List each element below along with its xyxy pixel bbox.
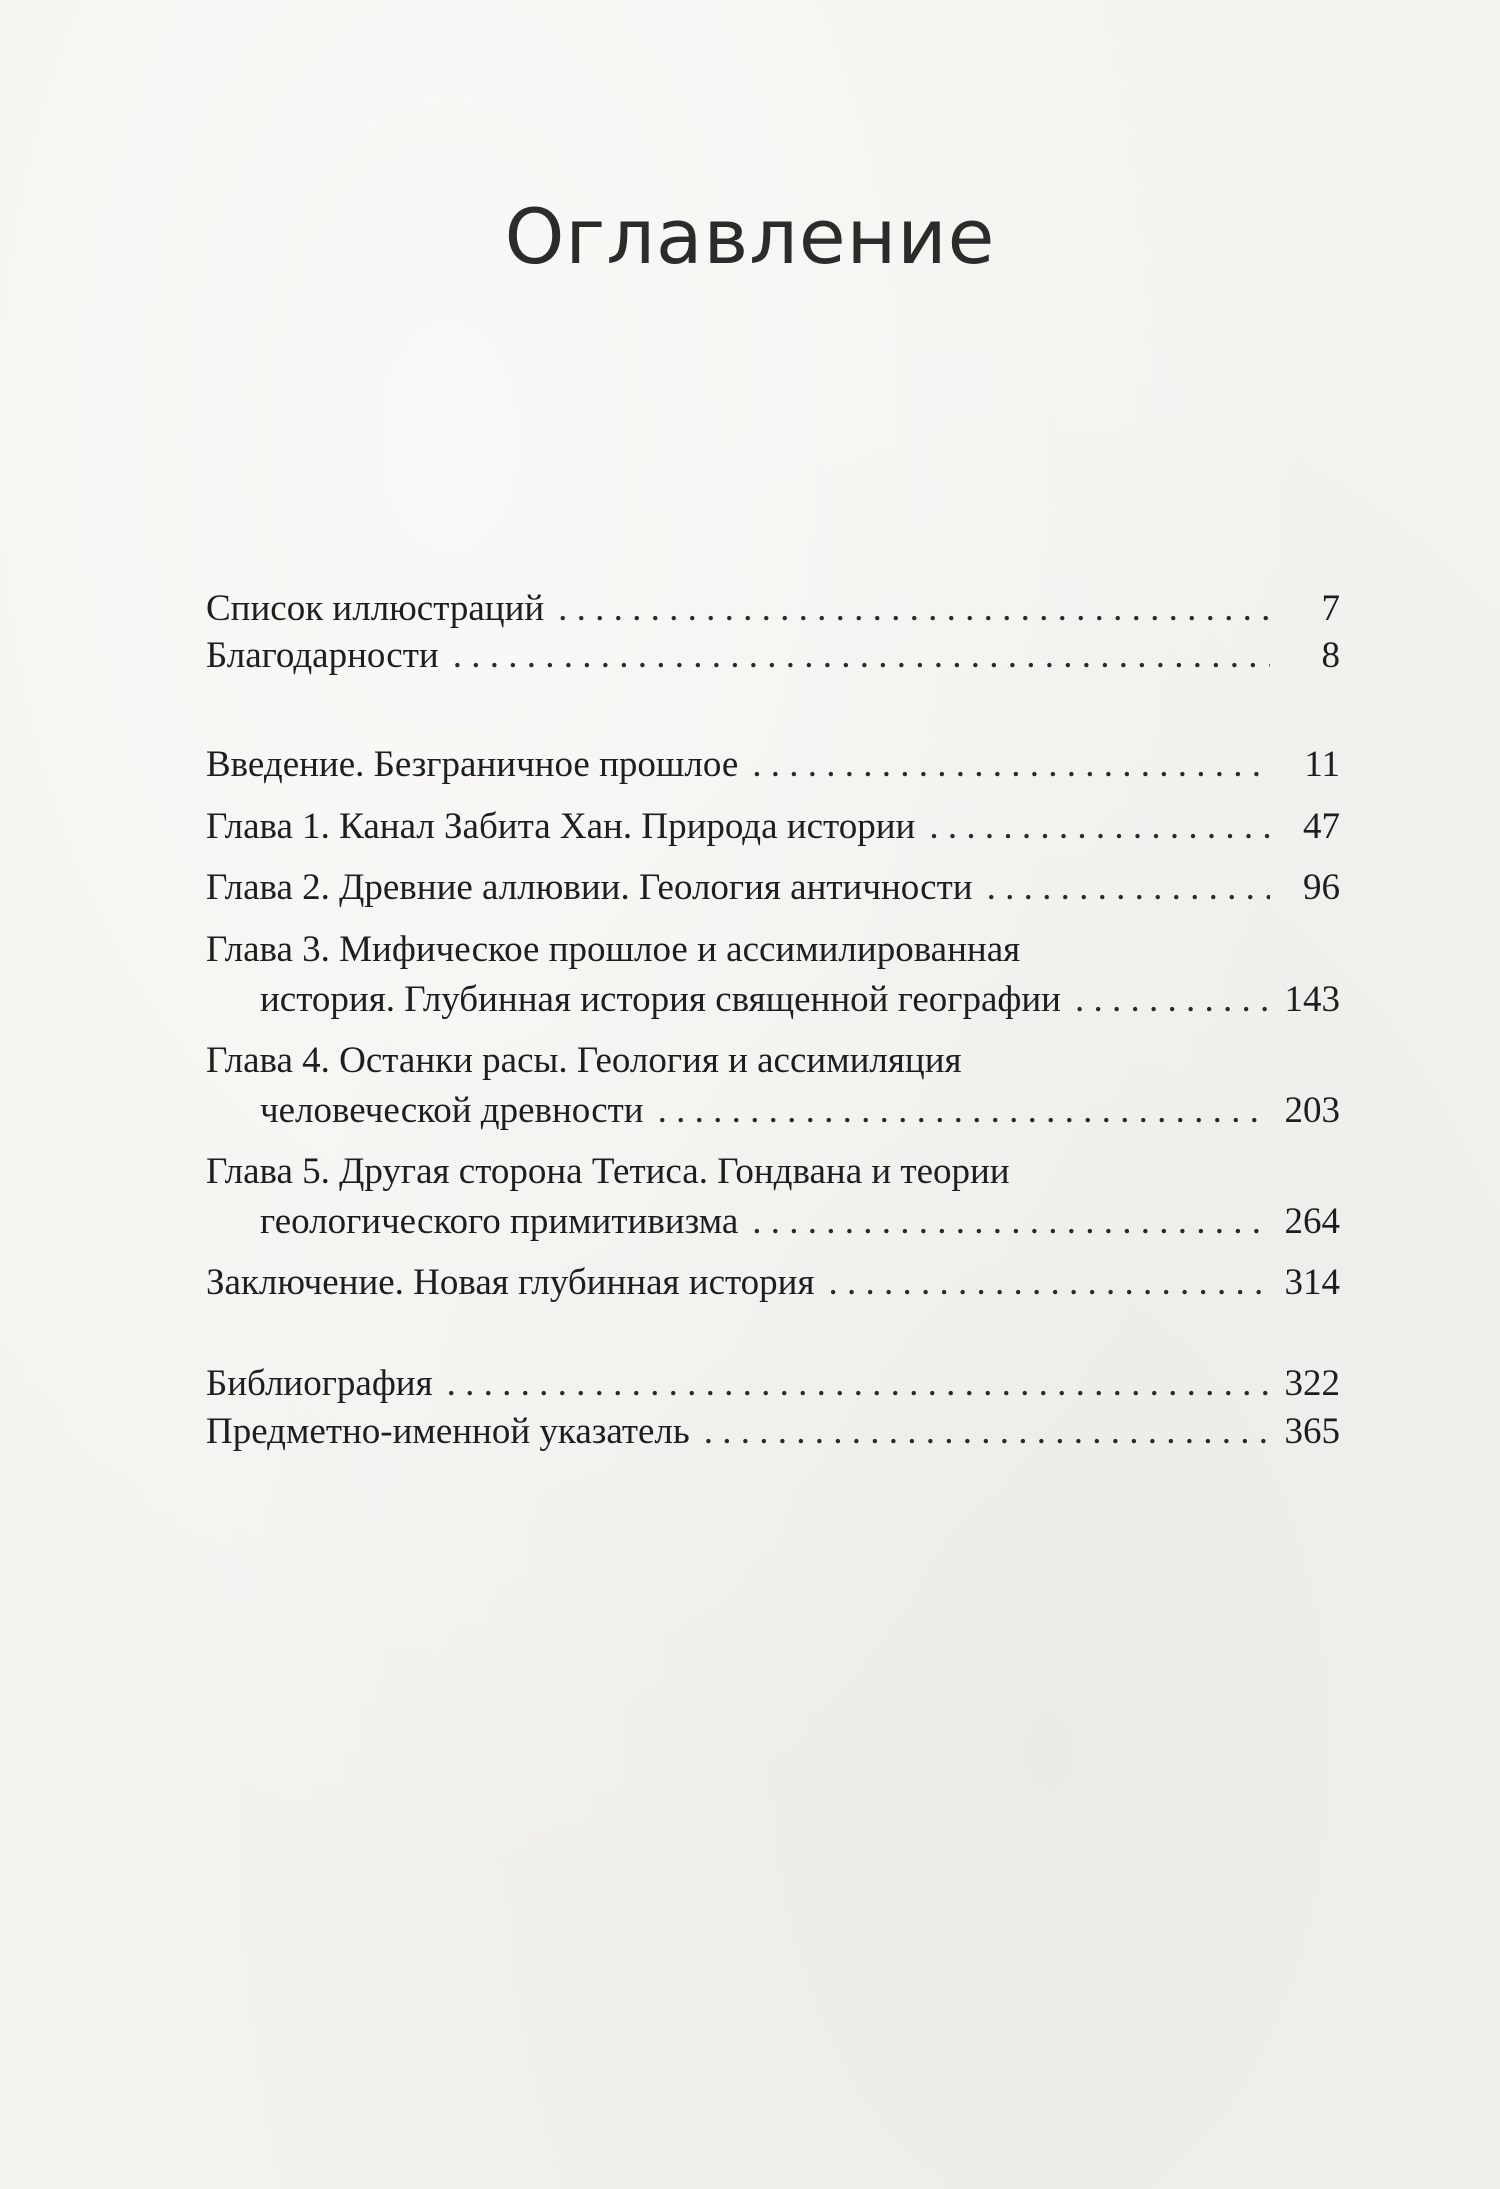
- toc-entry-title: Библиография: [206, 1363, 433, 1404]
- toc-entry: [206, 741, 1340, 789]
- toc-entry: [206, 803, 1340, 851]
- toc-page-number: 203: [1284, 1090, 1340, 1131]
- toc-entry-line1: [206, 1148, 1340, 1196]
- toc-page-number: 365: [1284, 1411, 1340, 1452]
- dot-leader: [1075, 976, 1270, 1024]
- toc-entry-title-continued: человеческой древности: [260, 1090, 644, 1131]
- toc-page-number: 47: [1303, 806, 1340, 847]
- page-title: Оглавление: [504, 192, 996, 281]
- toc-page-number: 314: [1284, 1262, 1340, 1303]
- toc-entry-title-continued: геологического примитивизма: [260, 1201, 739, 1242]
- toc-entry-title: Введение. Безграничное прошлое: [206, 744, 739, 785]
- toc-entry: [206, 1408, 1340, 1456]
- toc-page-number: 96: [1303, 867, 1340, 908]
- dot-leader: [704, 1408, 1270, 1456]
- toc-page-number: 143: [1284, 979, 1340, 1020]
- toc-entry: [206, 864, 1340, 912]
- toc-entry-title: Заключение. Новая глубинная история: [206, 1262, 815, 1303]
- dot-leader: [752, 741, 1270, 789]
- toc-entry-title: Список иллюстраций: [206, 588, 545, 629]
- toc-entry-line2: [206, 976, 1340, 1024]
- toc-entry-title: Глава 2. Древние аллювии. Геология античности: [206, 867, 973, 908]
- toc-entry-title-continued: история. Глубинная история священной географии: [260, 979, 1061, 1020]
- dot-leader: [453, 632, 1270, 680]
- toc-page-number: 7: [1321, 588, 1340, 629]
- toc-entry-line1: [206, 926, 1340, 974]
- dot-leader: [447, 1360, 1270, 1408]
- dot-leader: [929, 803, 1270, 851]
- toc-entry: [206, 585, 1340, 633]
- toc-entry-title: Благодарности: [206, 635, 439, 676]
- dot-leader: [829, 1259, 1271, 1307]
- dot-leader: [558, 585, 1270, 633]
- toc-page-number: 322: [1284, 1363, 1340, 1404]
- dot-leader: [658, 1087, 1270, 1135]
- toc-entry-line1: [206, 1037, 1340, 1085]
- toc-entry-title: Глава 4. Останки расы. Геология и ассимиляция: [206, 1040, 962, 1081]
- toc-entry-line2: [206, 1087, 1340, 1135]
- toc-entry-title: Предметно-именной указатель: [206, 1411, 690, 1452]
- toc-page-number: 264: [1284, 1201, 1340, 1242]
- toc-page-number: 8: [1321, 635, 1340, 676]
- toc-entry-title: Глава 3. Мифическое прошлое и ассимилированная: [206, 929, 1021, 970]
- toc-entry: [206, 632, 1340, 680]
- toc-entry: [206, 1259, 1340, 1307]
- dot-leader: [987, 864, 1270, 912]
- toc-entry-title: Глава 1. Канал Забита Хан. Природа истории: [206, 806, 916, 847]
- toc-entry-title: Глава 5. Другая сторона Тетиса. Гондвана и теории: [206, 1151, 1010, 1192]
- toc-entry: [206, 1360, 1340, 1408]
- toc-entry-line2: [206, 1198, 1340, 1246]
- toc-page-number: 11: [1304, 744, 1340, 785]
- dot-leader: [752, 1198, 1270, 1246]
